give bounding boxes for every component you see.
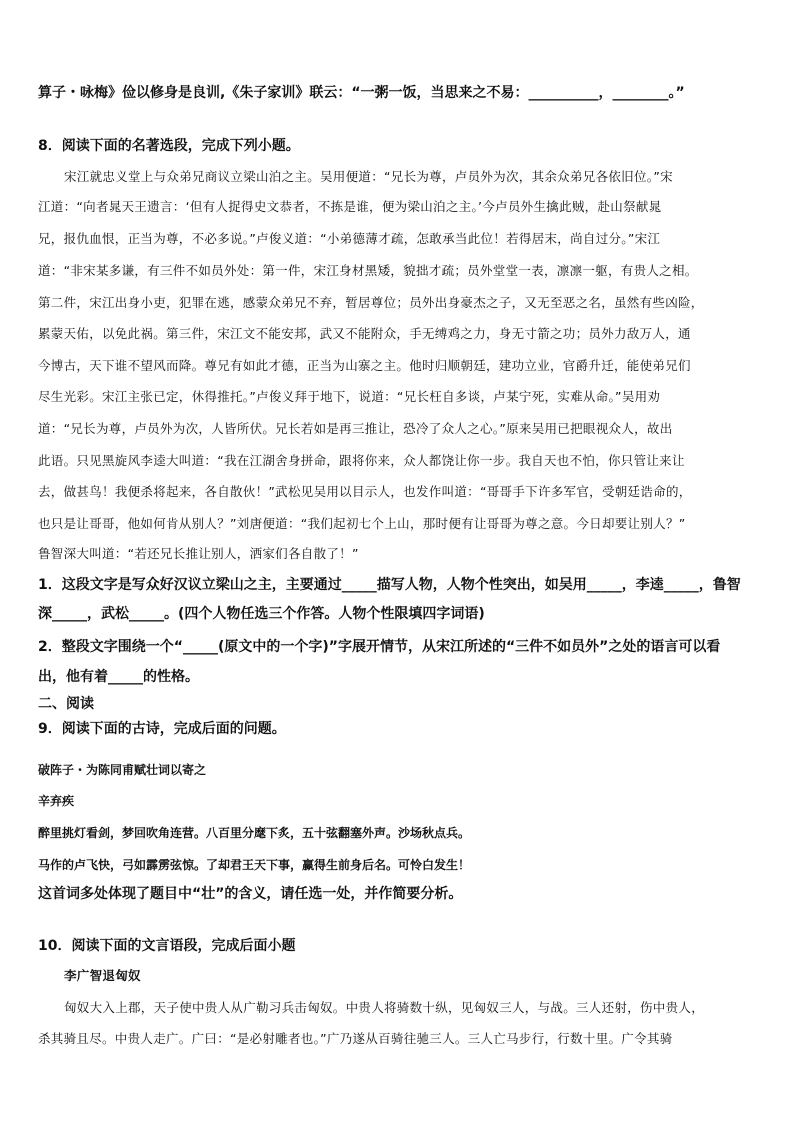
question-10-heading: 10．阅读下面的文言语段，完成后面小题 xyxy=(38,938,296,954)
intro-line: 算子・咏梅》俭以修身是良训,《朱子家训》联云：“一粥一饭，当思来之不易：__________，________。” xyxy=(38,85,685,101)
passage-line: 去，做甚鸟！我便杀将起来，各自散伙！”武松见吴用以目示人，也发作叫道：“哥哥手下许多军官，受朝廷诰命的， xyxy=(38,484,692,499)
question-8-sub2-line1: 2．整段文字围绕一个“_____(原文中的一个字)”字展开情节，从宋江所述的“三件不如员外”之处的语言可以看 xyxy=(38,639,721,655)
passage-line: 鲁智深大叫道：“若还兄长推让别人，洒家们各自散了！” xyxy=(38,546,359,561)
poem-title: 破阵子・为陈同甫赋壮词以寄之 xyxy=(38,763,207,777)
question-9-prompt: 这首词多处体现了题目中“壮”的含义，请任选一处，并作简要分析。 xyxy=(38,886,463,902)
passage-line: 道：“兄长为尊，卢员外为次，人皆所伏。兄长若如是再三推让，恐冷了众人之心。”原来吴用已把眼视众人，故出 xyxy=(38,421,673,436)
question-8-sub1-line2: 深_____，武松_____。(四个人物任选三个作答。人物个性限填四字词语) xyxy=(38,606,485,622)
poem-author: 辛弃疾 xyxy=(38,794,75,808)
passage-line: 杀其骑且尽。中贵人走广。广曰：“是必射雕者也。”广乃遂从百骑往驰三人。三人亡马步行，行数十里。广令其骑 xyxy=(38,1031,673,1046)
question-9-heading: 9．阅读下面的古诗，完成后面的问题。 xyxy=(38,721,286,737)
passage-line: 匈奴大入上郡，天子使中贵人从广勒习兵击匈奴。中贵人将骑数十纵，见匈奴三人，与战。三人还射，伤中贵人， xyxy=(64,1000,705,1015)
passage-line: 今博古，天下谁不望风而降。尊兄有如此才德，正当为山寨之主。他时归顺朝廷，建功立业，官爵升迁，能使弟兄们 xyxy=(38,358,691,373)
passage-line: 江道：“向者晁天王遗言：‘但有人捉得史文恭者，不拣是谁，便为梁山泊之主。’今卢员外生擒此贼，赴山祭献晁 xyxy=(38,199,662,214)
passage-line: 道：“非宋某多谦，有三件不如员外处：第一件，宋江身材黑矮，貌拙才疏；员外堂堂一表，凛凛一躯，有贵人之相。 xyxy=(38,263,698,278)
passage-line: 宋江就忠义堂上与众弟兄商议立梁山泊之主。吴用便道：“兄长为尊，卢员外为次，其余众弟兄各依旧位。”宋 xyxy=(64,169,673,184)
passage-title: 李广智退匈奴 xyxy=(64,968,141,983)
passage-line: 兄，报仇血恨，正当为尊，不必多说。”卢俊义道：“小弟德薄才疏，怎敢承当此位！若得居末，尚自过分。”宋江 xyxy=(38,231,661,246)
passage-line: 也只是让哥哥，他如何肯从别人？”刘唐便道：“我们起初七个上山，那时便有让哥哥为尊之意。今日却要让别人？” xyxy=(38,516,686,531)
question-8-sub2-line2: 出，他有着_____的性格。 xyxy=(38,669,199,685)
question-8-heading: 8．阅读下面的名著选段，完成下列小题。 xyxy=(38,138,300,154)
passage-line: 此语。只见黑旋风李逵大叫道：“我在江湖舍身拼命，跟将你来，众人都饶让你一步。我自天也不怕，你只管让来让 xyxy=(38,453,685,468)
passage-line: 累蒙天佑，以免此祸。第三件，宋江文不能安邦，武又不能附众，手无缚鸡之力，身无寸箭之功；员外力敌万人，通 xyxy=(38,326,691,341)
passage-line: 第二件，宋江出身小吏，犯罪在逃，感蒙众弟兄不弃，暂居尊位；员外出身豪杰之子，又无至恶之名，虽然有些凶险， xyxy=(38,295,704,310)
poem-line: 醉里挑灯看剑，梦回吹角连营。八百里分麾下炙，五十弦翻塞外声。沙场秋点兵。 xyxy=(38,826,471,840)
passage-line: 尽生光彩。宋江主张已定，休得推托。”卢俊义拜于地下，说道：“兄长枉自多谈，卢某宁死，实难从命。”吴用劝 xyxy=(38,389,661,404)
section-heading-reading: 二、阅读 xyxy=(38,696,94,712)
question-8-sub1-line1: 1．这段文字是写众好汉议立梁山之主，主要通过_____描写人物，人物个性突出，如吴用_____，李逵_____，鲁智 xyxy=(38,577,741,593)
poem-line: 马作的卢飞快，弓如霹雳弦惊。了却君王天下事，赢得生前身后名。可怜白发生！ xyxy=(38,858,471,872)
